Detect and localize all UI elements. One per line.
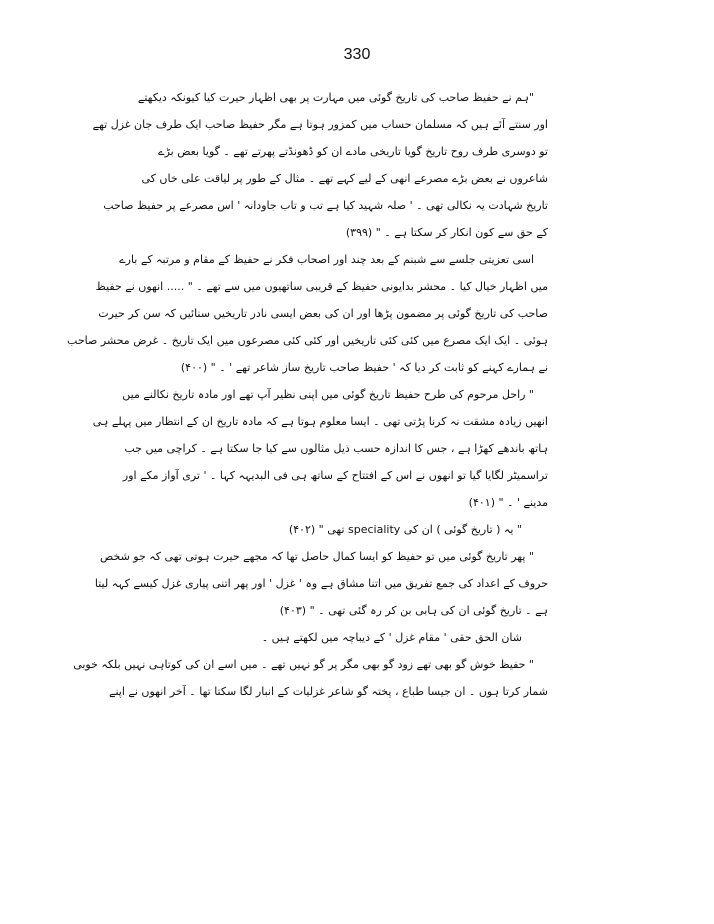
text-line: "ہم نے حفیظ صاحب کی تاریخ گوئی میں مہارت پر بھی اظہار حیرت کیا کیونکہ دیکھتے xyxy=(137,91,534,104)
text-line: ہاتھ باندھے کھڑا ہے ، جس کا اندازہ حسب ذیل مثالوں سے کیا جا سکتا ہے ۔ کراچی میں جب xyxy=(124,442,548,455)
text-line: مدینے ' ۔ " (۴۰۱) xyxy=(468,496,548,509)
text-line: کے حق سے کون انکار کر سکتا ہے ۔ " (۳۹۹) xyxy=(345,226,548,239)
text-line: تراسمیٹر لگایا گیا تو انھوں نے اس کے افتتاح کے ساتھ ہی فی البدیہہ کہا ۔ ' تری آواز مکے اور xyxy=(122,469,548,482)
text-line: اسی تعزیتی جلسے سے شبنم کے بعد چند اور اصحاب فکر نے حفیظ کے مقام و مرتبہ کے بارے xyxy=(119,253,534,266)
text-line: نے ہمارے کہنے کو ثابت کر دیا کہ ' حفیظ صاحب تاریخ ساز شاعر تھے ' ۔ " (۴۰۰) xyxy=(180,361,548,374)
text-line: " راحل مرحوم کی طرح حفیظ تاریخ گوئی میں اپنی نظیر آپ تھے اور مادہ تاریخ نکالنے میں xyxy=(122,388,534,401)
text-line: اور سنتے آئے ہیں کہ مسلمان حساب میں کمزور ہوتا ہے مگر حفیظ صاحب ایک طرف جان غزل تھے xyxy=(92,118,548,131)
page-number: 330 xyxy=(343,46,371,63)
text-line: صاحب کی تاریخ گوئی پر مضمون پڑھا اور ان کی بعض ایسی نادر تاریخیں سنائیں کہ سن کر حیرت xyxy=(98,307,548,320)
text-line: انھیں زیادہ مشقت نہ کرنا پڑتی تھی ۔ ایسا معلوم ہوتا ہے کہ مادہ تاریخ ان کے انتظار میں پہلے ہی xyxy=(92,415,548,428)
text-line: ہے ۔ تاریخ گوئی ان کی ہابی بن کر رہ گئی تھی ۔ " (۴۰۳) xyxy=(279,604,548,617)
text-line: " یہ ( تاریخ گوئی ) ان کی speciality تھی " (۴۰۲) xyxy=(288,523,522,536)
text-block xyxy=(67,84,548,705)
text-line: تو دوسری طرف روح تاریخ گویا تاریخی مادے ان کو ڈھونڈتے پھرتے تھے ۔ گویا بعض بڑے xyxy=(158,145,548,158)
text-line: ہوئی ۔ ایک ایک مصرع میں کئی کئی تاریخیں اور کئی کئی مصرعوں میں ایک تاریخ ۔ غرض محشر صاحب xyxy=(67,334,548,347)
text-line: شمار کرتا ہوں ۔ ان جیسا طباع ، پختہ گو شاعر غزلیات کے انبار لگا سکتا تھا ۔ آخر انھوں نے اپنے xyxy=(109,685,548,698)
text-line: تاریخ شہادت یہ نکالی تھی ۔ ' صلہ شہید کیا ہے تب و تاب جاودانہ ' اس مصرعے پر حفیظ صاحب xyxy=(103,199,548,212)
text-line: " پھر تاریخ گوئی میں تو حفیظ کو ایسا کمال حاصل تھا کہ مجھے حیرت ہوتی تھی کہ جو شخص xyxy=(100,550,534,563)
text-line: شان الحق حقی ' مقام غزل ' کے دیباچہ میں لکھتے ہیں ۔ xyxy=(261,631,522,644)
text-line: حروف کے اعداد کی جمع تفریق میں اتنا مشاق ہے وہ ' غزل ' اور پھر اتنی پیاری غزل کیسے کہہ لیتا xyxy=(94,577,548,590)
text-line: شاعروں نے بعض بڑے مصرعے انھی کے لیے کہے تھے ۔ مثال کے طور پر لیاقت علی خاں کی xyxy=(141,172,548,185)
text-line: " حفیظ خوش گو بھی تھے زود گو بھی مگر پر گو نہیں تھے ۔ میں اسے ان کی کوتاہی نہیں بلکہ خوبی xyxy=(73,658,534,671)
text-line: میں اظہار خیال کیا ۔ محشر بدایونی حفیظ کے قریبی ساتھیوں میں سے تھے ۔ " ..... انھوں نے حفیظ xyxy=(95,280,548,293)
